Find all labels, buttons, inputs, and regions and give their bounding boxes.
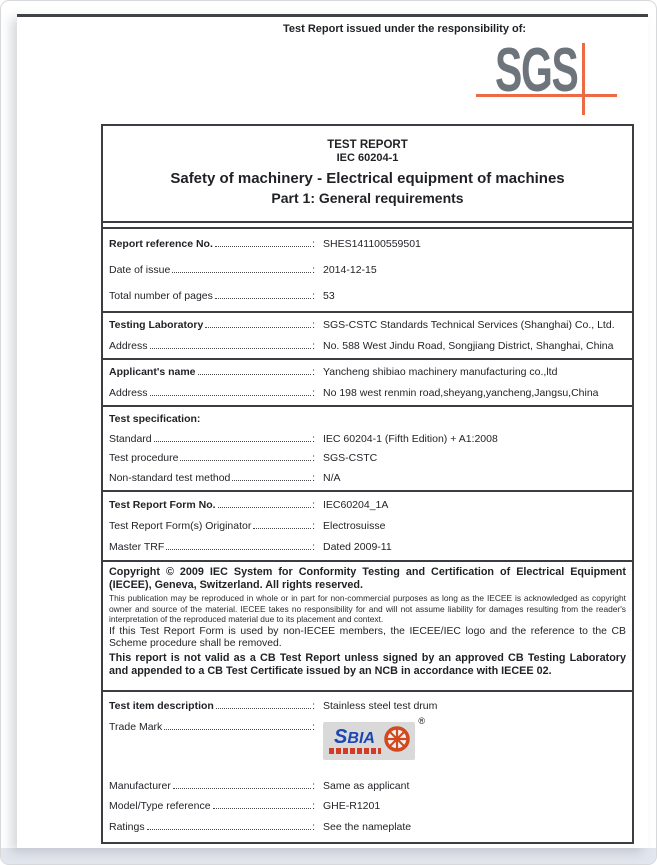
leader-colon: : [312, 264, 315, 276]
field-label: Test item description [109, 700, 214, 712]
dot-leader [166, 549, 311, 550]
field-label-cell [109, 541, 315, 553]
field-label: Ratings [109, 821, 145, 833]
dot-leader [180, 460, 311, 461]
report-page [17, 14, 648, 848]
field-label: Non-standard test method [109, 472, 231, 485]
leader-colon: : [312, 541, 315, 554]
dot-leader [154, 441, 311, 442]
dot-leader [150, 395, 312, 396]
leader-colon: : [312, 319, 315, 332]
field-label: Applicant's name [109, 366, 196, 379]
report-section [103, 229, 632, 313]
field-label-cell [109, 319, 315, 331]
field-value: Electrosuisse [323, 519, 386, 532]
field-label-cell [109, 340, 315, 352]
dot-leader [205, 327, 311, 328]
page-bottom-margin [1, 848, 656, 864]
report-section [103, 313, 632, 360]
dot-leader [173, 788, 311, 789]
dot-leader [198, 374, 312, 375]
field-row [109, 449, 626, 467]
sbia-trademark-logo [323, 715, 425, 764]
dot-leader [172, 272, 311, 273]
field-row [109, 538, 626, 556]
field-label-cell [109, 700, 315, 712]
field-value: IEC 60204-1 (Fifth Edition) + A1:2008 [323, 432, 498, 445]
field-row [109, 363, 626, 381]
sbia-logo-text: SBIA [334, 726, 375, 749]
leader-colon: : [312, 779, 315, 792]
field-label-cell [109, 366, 315, 378]
registered-trademark-symbol: ® [418, 715, 425, 726]
field-value: N/A [323, 472, 341, 485]
field-value: GHE-R1201 [323, 800, 381, 813]
field-value: 2014-12-15 [323, 264, 377, 276]
field-value: SGS-CSTC [323, 452, 378, 465]
field-label-cell [109, 721, 315, 733]
title-line: IEC 60204-1 [336, 152, 399, 165]
title-line: Part 1: General requirements [271, 190, 464, 207]
leader-colon: : [312, 519, 315, 532]
report-section [103, 407, 632, 492]
field-label: Address [109, 339, 148, 352]
field-label: Model/Type reference [109, 800, 211, 813]
field-label: Master TRF [109, 541, 165, 554]
leader-colon: : [312, 238, 315, 250]
sbia-red-band [329, 748, 381, 754]
leader-colon: : [312, 498, 315, 511]
report-sections [103, 229, 632, 842]
title-line: TEST REPORT [327, 139, 408, 151]
field-label-cell [109, 800, 315, 812]
dot-leader [218, 507, 312, 508]
field-label: Testing Laboratory [109, 319, 204, 332]
field-value: See the nameplate [323, 821, 412, 833]
field-row [109, 430, 626, 448]
report-section [103, 360, 632, 407]
field-label: Standard [109, 432, 152, 445]
field-label: Report reference No. [109, 238, 213, 250]
leader-colon: : [312, 432, 315, 445]
field-value: Dated 2009-11 [323, 541, 392, 554]
field-value: Same as applicant [323, 779, 410, 792]
dot-leader [150, 348, 312, 349]
leader-colon: : [312, 290, 315, 302]
sbia-wheel-icon [384, 726, 410, 755]
field-row [109, 410, 626, 428]
sbia-logo-box [323, 722, 415, 760]
field-value: SHES141100559501 [323, 238, 421, 250]
field-label-cell [109, 499, 315, 511]
dot-leader [253, 528, 311, 529]
leader-colon: : [312, 366, 315, 379]
responsibility-note: Test Report issued under the responsibility of: [283, 23, 527, 35]
field-row [109, 316, 626, 334]
field-value: No 198 west renmin road,sheyang,yancheng,Jangsu,China [323, 386, 599, 399]
field-label-cell [109, 387, 315, 399]
sbia-logo-textblock [329, 727, 381, 754]
field-value: Yancheng shibiao machinery manufacturing co.,ltd [323, 366, 558, 379]
title-block [103, 126, 632, 223]
dot-leader [215, 246, 311, 247]
field-label-cell [109, 452, 315, 464]
field-row [109, 797, 626, 815]
copyright-paragraph: If this Test Report Form is used by non-IECEE members, the IECEE/IEC logo and the reference to the CB Scheme procedure shall be removed. [109, 625, 626, 650]
field-label: Address [109, 386, 148, 399]
field-label: Test procedure [109, 452, 179, 465]
field-label-cell [109, 520, 315, 532]
dot-leader [147, 829, 311, 830]
field-label: Manufacturer [109, 779, 171, 792]
field-row [109, 496, 626, 514]
field-label-cell [109, 472, 315, 484]
field-value: 53 [323, 290, 335, 302]
leader-colon: : [312, 386, 315, 399]
leader-colon: : [312, 800, 315, 813]
field-label: Test specification: [109, 412, 201, 425]
field-label-cell [109, 264, 315, 276]
field-value: Stainless steel test drum [323, 700, 438, 712]
dot-leader [216, 708, 311, 709]
leader-colon: : [312, 452, 315, 465]
field-value: SGS-CSTC Standards Technical Services (Shanghai) Co., Ltd. [323, 319, 615, 332]
report-section [103, 562, 632, 692]
report-section [103, 492, 632, 562]
field-row [109, 697, 626, 715]
field-row [109, 715, 626, 774]
sgs-logo-text: SGS [495, 36, 578, 105]
field-row [109, 287, 626, 305]
field-label: Total number of pages [109, 290, 213, 302]
copyright-paragraph: This report is not valid as a CB Test Report unless signed by an approved CB Testing Laboratory and appended to a CB Test Certificate issued by an NCB in accordance with IECEE 02. [109, 651, 626, 677]
field-row [109, 261, 626, 279]
dot-leader [164, 729, 311, 730]
field-row [109, 469, 626, 487]
dot-leader [213, 808, 312, 809]
report-table [101, 124, 634, 844]
dot-leader [232, 480, 311, 481]
field-label: Test Report Form(s) Originator [109, 519, 252, 532]
field-value: No. 588 West Jindu Road, Songjiang District, Shanghai, China [323, 339, 614, 352]
field-row [109, 777, 626, 795]
field-label-cell [109, 433, 315, 445]
field-label-cell [109, 238, 315, 250]
leader-colon: : [312, 472, 315, 485]
dot-leader [215, 298, 311, 299]
sgs-logo-vertical-line [582, 43, 585, 115]
copyright-paragraph: Copyright © 2009 IEC System for Conformity Testing and Certification of Electrical Equipment (IECEE), Geneva, Switzerland. All rights reserved. [109, 566, 626, 592]
field-label-cell [109, 290, 315, 302]
field-row [109, 337, 626, 355]
field-label-cell [109, 780, 315, 792]
title-line: Safety of machinery - Electrical equipment of machines [170, 170, 565, 188]
field-label-cell [109, 413, 315, 425]
copyright-paragraph: This publication may be reproduced in whole or in part for non-commercial purposes as long as the IECEE is acknowledged as copyright owner and source of the material. IECEE takes no responsibility for and will not assume liability for damages resulting from the reader's interpretation of the reproduced material due to its placement and context. [109, 593, 626, 625]
field-row [109, 517, 626, 535]
field-row [109, 384, 626, 402]
leader-colon: : [312, 339, 315, 352]
leader-colon: : [312, 821, 315, 833]
field-label: Date of issue [109, 264, 171, 276]
field-row [109, 818, 626, 836]
leader-colon: : [312, 720, 315, 733]
field-label-cell [109, 821, 315, 833]
field-value: IEC60204_1A [323, 498, 389, 511]
field-label: Trade Mark [109, 720, 163, 733]
leader-colon: : [312, 700, 315, 712]
field-row [109, 235, 626, 253]
report-section [103, 692, 632, 842]
field-label: Test Report Form No. [109, 498, 216, 511]
